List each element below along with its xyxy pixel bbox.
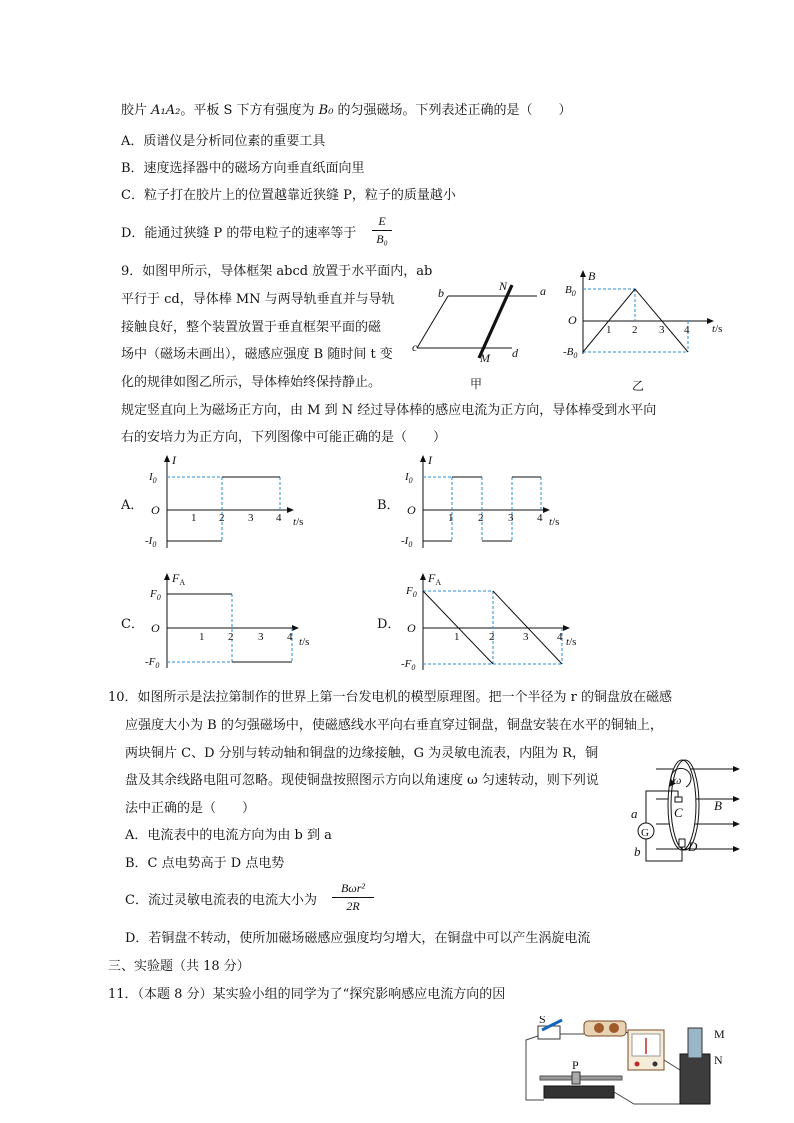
rheostat-rail [540,1076,622,1080]
gd-f0-main: F [406,585,413,597]
gd-fa-sub: A [435,578,442,587]
yi-t-symbol: t [712,323,716,335]
gc-t-symbol: t [299,636,303,648]
gd-f0-sub: 0 [412,590,417,599]
gd-x-arrow [563,625,570,631]
label-m: M [480,351,490,365]
wire-5 [664,1060,680,1070]
q10-line-2: 应强度大小为 B 的匀强磁场中，使磁感线水平向右垂直穿过铜盘，铜盘安装在水平的铜轴上， [125,718,663,733]
yi-label-negb0 [563,346,577,360]
gd-fa-main: F [428,571,436,585]
q9-line-2: 平行于 cd，导体棒 MN 与两导轨垂直并与导轨 [121,292,395,307]
rheostat-slider [572,1072,580,1084]
gc-label-o: O [151,621,160,635]
q9-choice-c-label: C． [121,617,144,632]
gd-label-f0 [405,585,417,599]
gb-tick-1: 1 [448,512,454,524]
gb-tick-4: 4 [537,512,543,524]
label-p: P [572,1058,579,1072]
frame-bc [417,296,448,348]
battery-cell-2 [609,1023,619,1033]
label-s: S [539,1016,546,1026]
q10-line-3: 两块铜片 C、D 分别与转动轴和铜盘的边缘接触，G 为灵敏电流表，内阻为 R，铜 [125,746,599,761]
q9-choice-b-label: B． [377,498,400,513]
gc-f0-main: F [150,588,157,600]
yi-tick-2: 2 [632,324,638,336]
yi-label-b: B [588,269,596,283]
gc-negf0-main: -F [145,656,156,668]
fraction-denominator: 2R [346,899,360,913]
ga-s-unit: /s [296,516,304,528]
ga-i0-sub: 0 [152,476,157,485]
fraction-bar [372,230,392,231]
gb-y-arrow [420,455,426,462]
ga-negi0-sub: 0 [152,540,157,549]
gc-x-unit [299,636,309,648]
gc-y-arrow [164,573,170,580]
ga-tick-4: 4 [276,512,282,524]
gc-tick-2: 2 [228,631,234,643]
q9-figure-yi [562,266,737,392]
ga-y-label: I [172,453,176,467]
yi-b0-main: B [565,284,572,296]
gb-label-o: O [407,503,416,517]
field-arrow-1 [733,766,740,772]
gc-tick-1: 1 [199,631,205,643]
battery [584,1021,626,1036]
gb-i0-main: I [405,471,409,483]
gd-label-negf0 [401,658,415,672]
ga-y-arrow [164,455,170,462]
q8-option-c: C．粒子打在胶片上的位置越靠近狭缝 P，粒子的质量越小 [121,188,456,203]
gc-fa-sub: A [179,578,186,587]
q9-choice-d-label: D． [377,617,401,632]
gd-negf0-sub: 0 [411,663,416,672]
gd-s-unit: /s [569,636,577,648]
gc-f0-sub: 0 [156,593,161,602]
fraction-denominator: B₀ [376,232,388,246]
gb-x-unit [549,516,559,528]
q10-faraday-disk-figure [626,757,746,867]
ga-negi0-main: -I [145,535,153,547]
gb-label-i0 [404,471,413,485]
q10-option-b: B．C 点电势高于 D 点电势 [125,856,285,871]
coil-outer [680,1054,710,1104]
ga-t-symbol: t [293,516,297,528]
q8-stem-part: 胶片 [121,103,152,118]
q8-option-d-fraction [372,214,392,247]
gd-negf0-main: -F [401,658,412,670]
battery-cell-1 [594,1023,604,1033]
q8-option-a: A．质谱仪是分析同位素的重要工具 [121,134,326,149]
q10-option-c: C．流过灵敏电流表的电流大小为 [125,893,317,908]
label-b: b [438,286,444,300]
q10-line-1: 10．如图所示是法拉第制作的世界上第一台发电机的模型原理图。把一个半径为 r 的铜盘放在磁感 [108,690,673,705]
gb-tick-3: 3 [508,512,514,524]
gc-y-label [171,571,185,587]
ga-i0-main: I [149,471,153,483]
ga-label-i0 [148,471,157,485]
gc-s-unit: /s [302,636,310,648]
ammeter-terminal-2 [653,1062,658,1067]
ammeter-terminal-1 [635,1062,640,1067]
gd-tick-3: 3 [523,631,529,643]
gb-negi0-main: -I [401,535,409,547]
section-3-heading: 三、实验题（共 18 分） [108,959,250,974]
q8-option-b: B．速度选择器中的磁场方向垂直纸面向里 [121,161,365,176]
yi-b0-sub: 0 [571,289,576,298]
ga-tick-1: 1 [191,512,197,524]
ga-tick-3: 3 [248,512,254,524]
brush-d [679,839,685,847]
q9-choice-a-label: A． [121,498,144,513]
q9-line-1: 9．如图甲所示，导体框架 abcd 放置于水平面内，ab [121,264,433,279]
fraction-bar [332,897,374,898]
gd-tick-1: 1 [454,631,460,643]
q10-option-c-fraction [332,881,374,914]
ga-x-arrow [287,507,294,513]
label-b-field: B [714,798,722,813]
yi-tick-1: 1 [606,324,612,336]
gd-tick-2: 2 [489,631,495,643]
gc-label-f0 [149,588,161,602]
label-b: b [634,844,641,859]
q11-apparatus-figure [522,1016,744,1120]
q8-option-d: D．能通过狭缝 P 的带电粒子的速率等于 [121,226,357,241]
label-n: N [499,279,508,293]
brush-c [675,797,682,802]
label-n: N [714,1053,723,1067]
gd-t-symbol: t [566,636,570,648]
q9-figure-jia [412,278,552,390]
ga-label-negi0 [145,535,156,549]
q9-graph-a [140,450,315,558]
yi-label-b0 [565,284,576,298]
label-d: D [688,839,698,854]
gd-y-label [427,571,441,587]
label-c: C [674,805,683,820]
q9-line-6: 规定竖直向上为磁场正方向，由 M 到 N 经过导体棒的感应电流为正方向，导体棒受到水平向 [121,403,657,418]
label-a: a [631,806,638,821]
gb-i0-sub: 0 [408,476,413,485]
q9-line-5: 化的规律如图乙所示，导体棒始终保持静止。 [121,375,382,390]
q10-line-5: 法中正确的是（ ） [125,801,256,816]
caption-yi: 乙 [632,379,645,392]
field-arrow-4 [733,846,740,852]
rheostat-body [544,1086,614,1098]
q9-graph-c [140,568,320,676]
q8-film-label: A₁A₂ [151,103,181,118]
gb-tick-2: 2 [478,512,484,524]
yi-negb0-main: -B [563,346,574,358]
q9-graph-b [396,450,571,558]
label-omega: ω [673,773,682,787]
q9-graph-d [396,568,586,676]
q10-line-4: 盘及其余线路电阻可忽略。现使铜盘按照图示方向以角速度 ω 匀速转动，则下列说 [125,773,599,788]
q11-line-1: 11．（本题 8 分）某实验小组的同学为了“探究影响感应电流方向的因 [108,987,506,1002]
field-arrow-3 [733,821,740,827]
ga-x-unit [293,516,303,528]
gb-label-negi0 [401,535,412,549]
q9-line-7: 右的安培力为正方向，下列图像中可能正确的是（ ） [121,430,447,445]
gd-label-o: O [407,621,416,635]
gc-tick-4: 4 [287,631,293,643]
label-d: d [512,346,518,360]
gc-fa-main: F [172,571,180,585]
q8-stem-part: 。平板 S 下方有强度为 [180,103,319,118]
yi-x-unit [712,323,722,335]
yi-y-arrow [580,270,586,277]
gb-t-symbol: t [549,516,553,528]
gb-y-label: I [428,453,432,467]
gb-s-unit: /s [552,516,560,528]
gd-y-arrow [420,573,426,580]
q10-option-d: D．若铜盘不转动，使所加磁场磁感应强度均匀增大，在铜盘中可以产生涡旋电流 [125,931,591,946]
yi-negb0-sub: 0 [573,351,578,360]
gb-negi0-sub: 0 [408,540,413,549]
gc-x-arrow [292,625,299,631]
q8-stem-line [121,103,572,119]
ga-tick-2: 2 [219,512,225,524]
gb-x-arrow [543,507,550,513]
fraction-numerator: E [378,214,386,228]
label-g: G [641,827,649,839]
wire-2 [526,1036,544,1100]
caption-jia: 甲 [470,377,483,390]
fraction-numerator: Bωr² [340,881,366,895]
q9-line-3: 接触良好，整个装置放置于垂直框架平面的磁 [121,320,382,335]
q10-option-a: A．电流表中的电流方向为由 b 到 a [125,828,332,843]
gd-x-unit [566,636,576,648]
q9-line-4: 场中（磁场未画出），磁感应强度 B 随时间 t 变 [121,347,393,362]
yi-label-o: O [568,313,577,327]
q8-b0: B₀ [318,103,334,118]
coil-inner-magnet [688,1028,702,1058]
label-c: c [412,340,418,354]
field-arrow-2 [733,796,740,802]
label-m: M [714,1027,725,1041]
gc-label-negf0 [145,656,159,670]
gd-tick-4: 4 [557,631,563,643]
yi-s-unit: /s [715,323,723,335]
label-a: a [540,284,546,298]
q8-stem-part: 的匀强磁场。下列表述正确的是（ ） [333,103,572,118]
yi-tick-4: 4 [684,324,690,336]
ga-label-o: O [151,503,160,517]
gc-negf0-sub: 0 [155,661,160,670]
gc-tick-3: 3 [258,631,264,643]
yi-tick-3: 3 [659,324,665,336]
